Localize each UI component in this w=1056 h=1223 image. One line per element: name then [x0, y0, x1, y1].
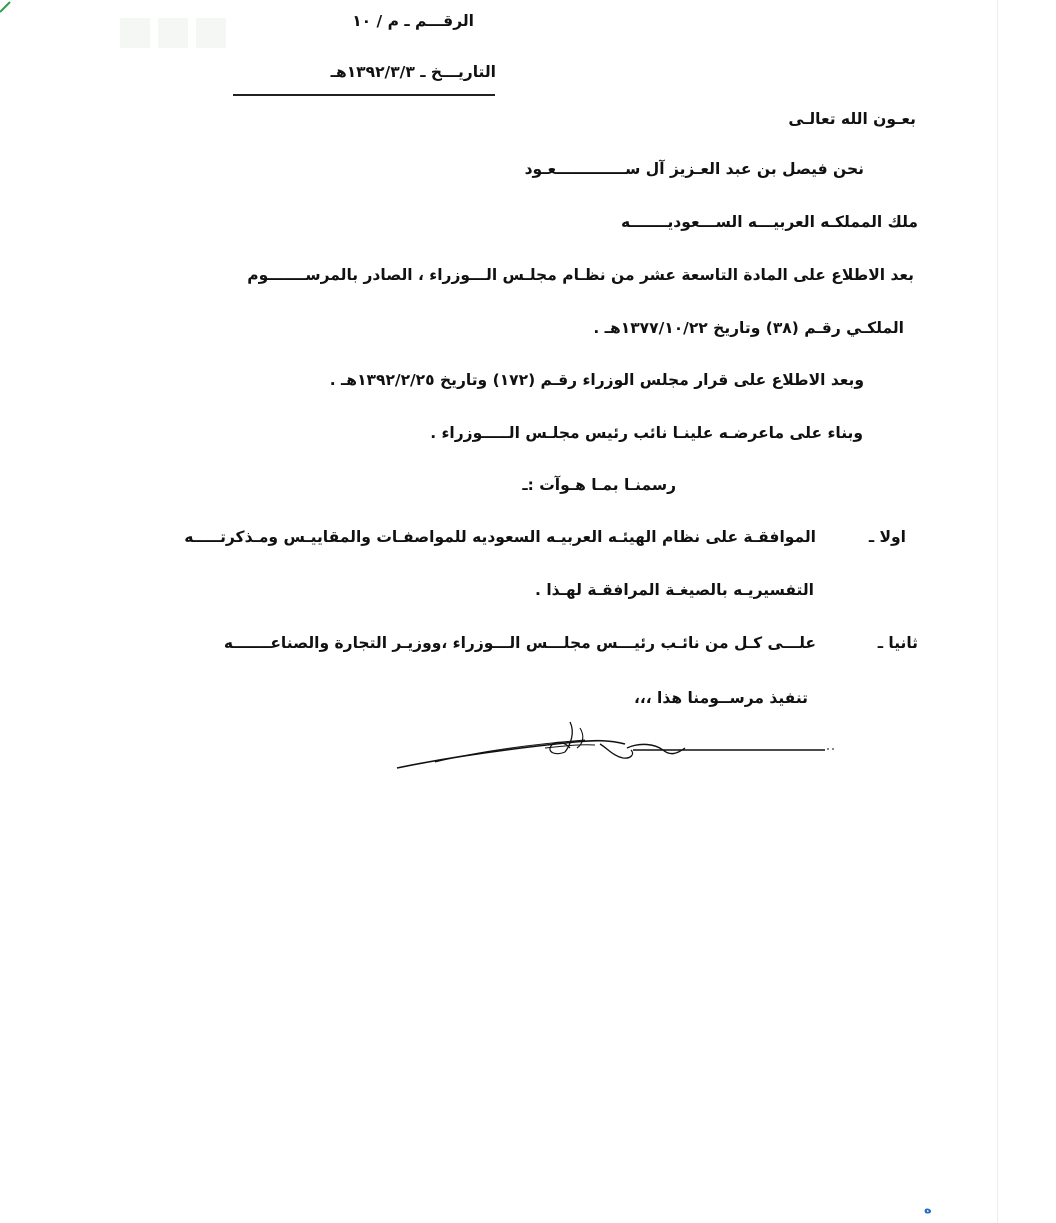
- preamble-line-2: وبعد الاطلاع على قرار مجلس الوزراء رقـم (١٧٢) وتاريخ ١٣٩٢/٢/٢٥هـ .: [329, 371, 864, 389]
- footer-mark: ه: [924, 1202, 932, 1217]
- header-underline: [233, 94, 495, 96]
- scan-edge-line: [997, 0, 998, 1223]
- royal-signature: [395, 718, 840, 774]
- article-one-line-b: التفسيريـه بالصيغـة المرافقـة لهـذا .: [535, 581, 814, 599]
- article-two-line-a: علـــى كـل من نائـب رئيـــس مجلـــس الـــوزراء ،ووزيـر التجارة والصناعـــــــه: [223, 634, 816, 652]
- preamble-line-3: وبناء على ماعرضـه علينـا نائب رئيس مجلـس الـــــوزراء .: [430, 424, 863, 442]
- reference-number: الرقـــم ـ م / ١٠: [352, 12, 474, 30]
- preamble-line-1b: الملكـي رقـم (٣٨) وتاريخ ١٣٧٧/١٠/٢٢هـ .: [593, 319, 904, 337]
- king-title-line: ملك المملكـه العربيـــه الســـعوديـــــــه: [621, 213, 918, 231]
- article-two-label: ثانيا ـ: [877, 634, 918, 652]
- invocation-line: بعـون الله تعالـى: [788, 110, 916, 128]
- document-date: التاريـــخ ـ ١٣٩٢/٣/٣هـ: [330, 63, 496, 81]
- article-one-label: اولا ـ: [868, 528, 906, 546]
- preamble-line-1a: بعد الاطلاع على المادة التاسعة عشر من نظـام مجلـس الـــوزراء ، الصادر بالمرســـــــوم: [247, 266, 914, 284]
- article-one-line-a: الموافقـة على نظام الهيئـه العربيـه السعوديه للمواصفـات والمقاييـس ومـذكرتـــــه: [184, 528, 816, 546]
- corner-mark-icon: [0, 0, 14, 14]
- article-two-line-b: تنفيذ مرســومنا هذا ،،،: [634, 689, 808, 707]
- faded-letterhead: [118, 14, 228, 54]
- decree-intro: رسمنـا بمـا هـوآت :ـ: [522, 476, 676, 494]
- king-name-line: نحن فيصل بن عبد العـزيز آل ســـــــــــــعـود: [524, 160, 864, 178]
